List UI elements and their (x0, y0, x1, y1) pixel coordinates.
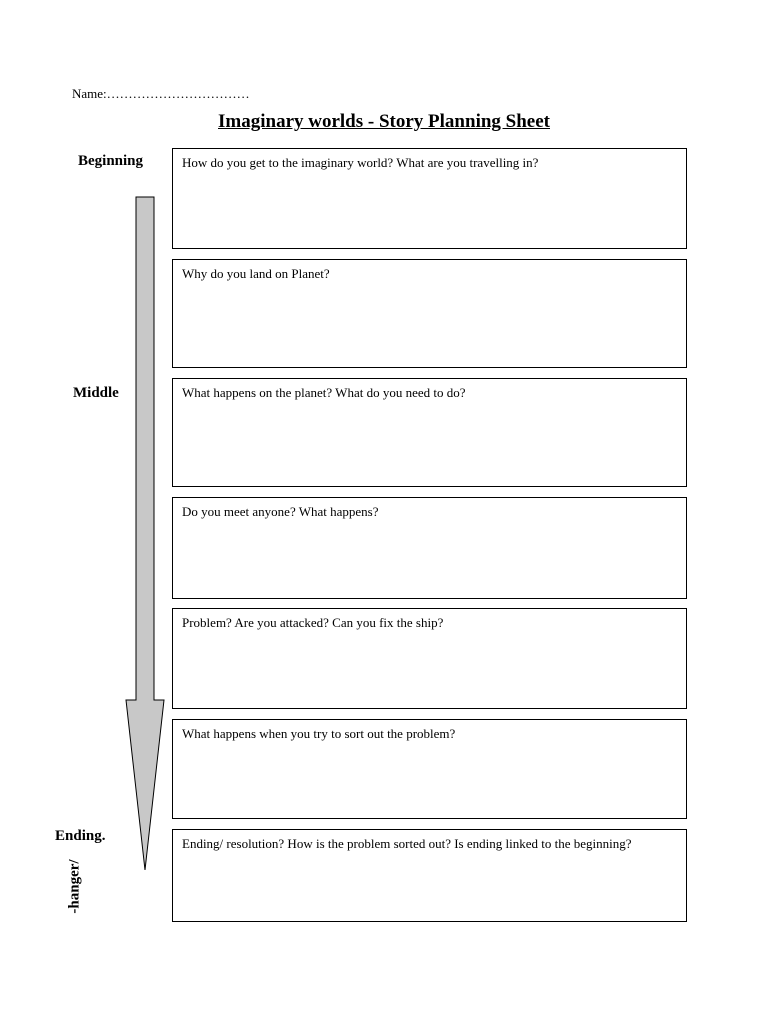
hanger-label: -hanger/ (66, 859, 83, 914)
planning-box-7[interactable]: Ending/ resolution? How is the problem sorted out? Is ending linked to the beginning? (172, 829, 687, 922)
planning-box-1[interactable]: How do you get to the imaginary world? What are you travelling in? (172, 148, 687, 249)
planning-box-5[interactable]: Problem? Are you attacked? Can you fix the ship? (172, 608, 687, 709)
planning-box-4[interactable]: Do you meet anyone? What happens? (172, 497, 687, 599)
story-flow-arrow-icon (120, 190, 172, 880)
middle-label: Middle (73, 385, 119, 401)
planning-box-2[interactable]: Why do you land on Planet? (172, 259, 687, 368)
ending-label: Ending. (55, 828, 106, 844)
name-field-line: Name:…………………………… (72, 86, 250, 101)
beginning-label: Beginning (78, 153, 144, 169)
planning-box-3[interactable]: What happens on the planet? What do you need to do? (172, 378, 687, 487)
page-title: Imaginary worlds - Story Planning Sheet (218, 111, 550, 132)
planning-box-6[interactable]: What happens when you try to sort out the problem? (172, 719, 687, 819)
